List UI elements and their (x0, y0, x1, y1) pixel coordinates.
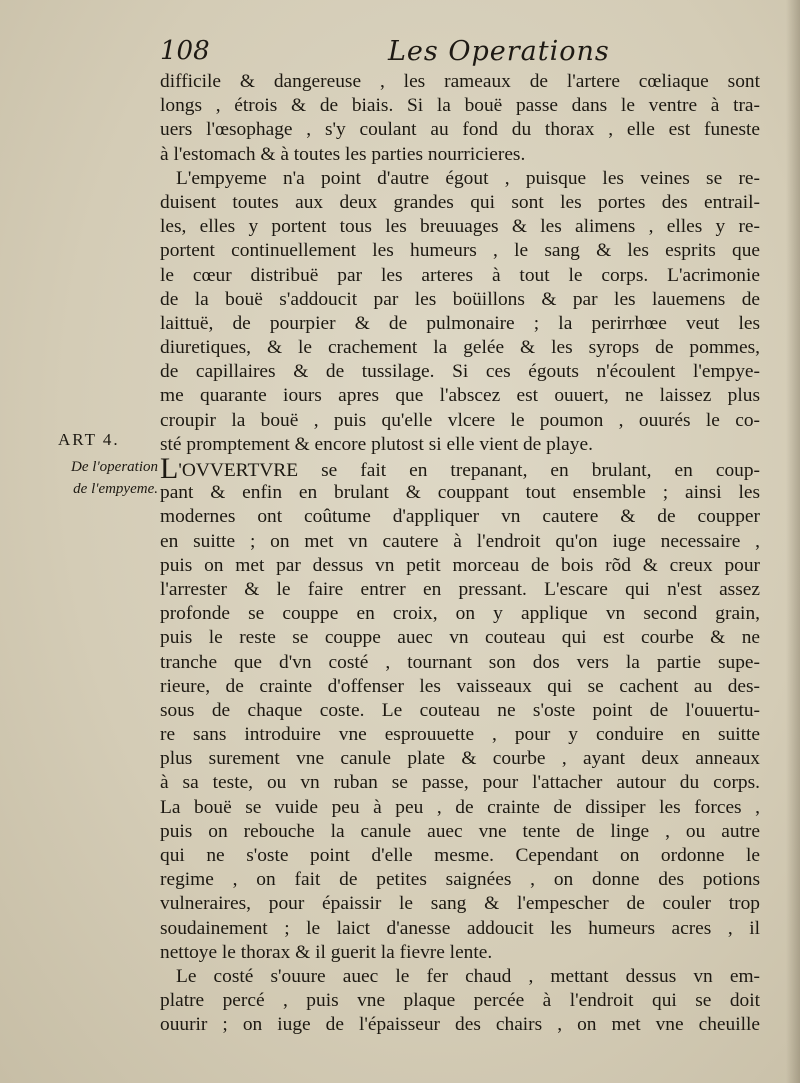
text-line: croupir la bouë , puis qu'elle vlcere le poumon , ouurés le co- (160, 409, 760, 431)
running-title: Les Operations (388, 36, 610, 67)
text-line: le cœur distribuë par les arteres à tout le corps. L'acrimonie (160, 264, 760, 286)
text-line: nettoye le thorax & il guerit la fievre lente. (160, 941, 493, 963)
text-line: difficile & dangereuse , les rameaux de l'artere cœliaque sont (160, 71, 760, 92)
text-line: tranche que d'vn costé , tournant son dos vers la partie supe- (160, 651, 760, 673)
margin-article-label: ART 4. (58, 430, 120, 449)
text-line: puis on rebouche la canule auec vne tente de linge , ou autre (160, 820, 760, 842)
text-line: re sans introduire vne esprouuette , pour y conduire en suitte (160, 724, 760, 746)
margin-note-line: de l'empyeme. (73, 481, 158, 497)
text-line: soudainement ; le laict d'anesse addoucit les humeurs acres , il (160, 917, 760, 939)
text-line: de capillaires & de tussilage. Si ces égouts n'écoulent l'empye- (160, 361, 760, 383)
margin-note-line: De l'operation (71, 459, 158, 475)
page-edge-shadow (786, 0, 800, 1083)
text-line: uers l'œsophage , s'y coulant au fond du thorax , elle est funeste (160, 119, 760, 141)
text-line: 'OVVERTVRE se fait en trepanant, en brulant, en coup- (178, 460, 760, 481)
text-line: duisent toutes aux deux grandes qui sont les portes des entrail- (160, 191, 760, 213)
text-line: vulneraires, pour épaissir le sang & l'empescher de couler trop (160, 893, 760, 915)
text-line: portent continuellement les humeurs , le sang & les esprits que (160, 240, 760, 262)
text-line: rieure, de crainte d'offenser les vaisseaux qui se cachent au des- (160, 675, 760, 697)
page-header (160, 36, 760, 70)
text-line: à sa teste, ou vn ruban se passe, pour l'attacher autour du corps. (160, 772, 760, 794)
text-line: laittuë, de pourpier & de pulmonaire ; la perirrhœe veut les (160, 312, 760, 334)
text-line: plus surement vne canule plate & courbe , ayant deux anneaux (160, 748, 760, 770)
text-line: puis le reste se couppe auec vn couteau qui est courbe & ne (160, 627, 760, 649)
page-number: 108 (160, 36, 210, 66)
text-line: profonde se couppe en croix, on y applique vn second grain, (160, 603, 760, 625)
text-line: de la bouë s'addoucit par les boüillons & par les lauemens de (160, 288, 760, 310)
text-line: à l'estomach & à toutes les parties nourricieres. (160, 143, 526, 165)
text-line: Le costé s'ouure auec le fer chaud , mettant dessus vn em- (176, 965, 760, 987)
drop-initial: L (160, 457, 179, 482)
text-line: ouurir ; on iuge de l'épaisseur des chairs , on met vne cheuille (160, 1014, 760, 1036)
text-line-with-initial (160, 457, 760, 481)
text-line: les, elles y portent tous les breuuages & les alimens , elles y re- (160, 216, 760, 238)
body-text (160, 70, 760, 1038)
text-line: sous de chaque coste. Le couteau ne s'oste point de l'ouuertu- (160, 699, 760, 721)
text-line: L'empyeme n'a point d'autre égout , puisque les veines se re- (176, 167, 760, 189)
text-line: regime , on fait de petites saignées , on donne des potions (160, 869, 760, 891)
text-line: en suitte ; on met vn cautere à l'endroit qu'on iuge necessaire , (160, 530, 760, 552)
text-line: sté promptement & encore plutost si elle vient de playe. (160, 433, 593, 455)
text-line: longs , étrois & de biais. Si la bouë passe dans le ventre à tra- (160, 95, 760, 117)
text-line: diuretiques, & le crachement la gelée & les syrops de pommes, (160, 337, 760, 359)
margin-note (40, 456, 158, 500)
text-line: platre percé , puis vne plaque percée à l'endroit qui se doit (160, 990, 760, 1012)
text-line: modernes ont coûtume d'appliquer vn cautere & de coupper (160, 506, 760, 528)
text-line: me quarante iours apres que l'abscez est ouuert, ne laissez plus (160, 385, 760, 407)
text-line: La bouë se vuide peu à peu , de crainte de dissiper les forces , (160, 796, 760, 818)
text-line: pant & enfin en brulant & couppant tout ensemble ; ainsi les (160, 482, 760, 504)
text-line: qui ne s'oste point d'elle mesme. Cependant on ordonne le (160, 845, 760, 866)
text-line: puis on met par dessus vn petit morceau de bois rõd & creux pour (160, 554, 760, 576)
text-line: l'arrester & le faire entrer en pressant. L'escare qui n'est assez (160, 578, 760, 600)
